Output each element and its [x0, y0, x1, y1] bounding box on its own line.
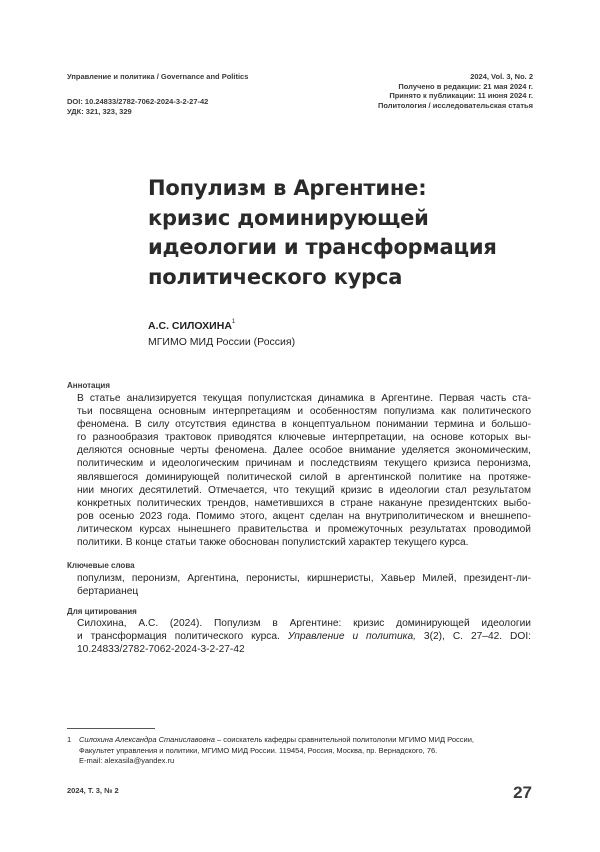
- footer-issue: 2024, Т. 3, № 2: [67, 786, 119, 795]
- udk: УДК: 321, 323, 329: [67, 106, 132, 116]
- abstract-line: конкретных политических трендов, наметившихся в стране накануне президентских выбо-: [77, 497, 531, 509]
- journal-name: Управление и политика / Governance and Politics: [67, 72, 249, 81]
- footnote-author: Силохина Александра Станиславовна: [79, 735, 215, 744]
- footnote-email[interactable]: E-mail: alexasila@yandex.ru: [79, 756, 175, 765]
- footnote-line: Факультет управления и политики, МГИМО МИД России. 119454, Россия, Москва, пр. Вернадского, 76.: [79, 745, 438, 755]
- keywords-text: [77, 572, 531, 598]
- abstract-line: ров осенью 2023 года. Помимо этого, акцент сделан на внутриполитическом и внешнепо-: [77, 510, 531, 522]
- citation-label: Для цитирования: [67, 607, 137, 616]
- title-line: Популизм в Аргентине:: [148, 176, 427, 200]
- footnote-position: – соискатель кафедры сравнительной политологии МГИМО МИД России,: [214, 735, 474, 744]
- abstract-text: [77, 392, 531, 549]
- keywords-line: бертарианец: [77, 586, 139, 598]
- title-line: политического курса: [148, 264, 403, 289]
- footnote-line: [79, 735, 537, 746]
- abstract-line: го разнообразия трактовок приводятся ключевые интерпретации, на основе которых вы-: [77, 432, 531, 444]
- keywords-line: популизм, перонизм, Аргентина, перонисты, киршнеристы, Хавьер Милей, президент-ли-: [77, 573, 531, 584]
- abstract-line: являвшегося доминирующей политической силой в аргентинской политике на протяже-: [77, 471, 531, 483]
- article-category: Политология / исследовательская статья: [377, 100, 533, 110]
- citation-line: Силохина, А.С. (2024). Популизм в Аргентине: кризис доминирующей идеологии: [77, 618, 531, 629]
- citation-title-part: и трансформация политического курса.: [77, 631, 288, 643]
- author-name: [148, 320, 295, 332]
- abstract-line: политики. В конце статьи также обоснован популистский характер текущего курса.: [77, 537, 469, 549]
- author-block: [148, 320, 295, 348]
- abstract-line: нии многих десятилетий. Отмечается, что текущий кризис в идеологии стал результатом: [77, 484, 531, 496]
- title-line: идеологии и трансформация: [148, 235, 497, 259]
- citation-line: [77, 630, 531, 643]
- keywords-label: Ключевые слова: [67, 561, 135, 570]
- abstract-line: тьи посвящена основным интерпретациям и особенностям популизма как политического: [77, 406, 531, 418]
- footnote-divider: [67, 728, 155, 729]
- author-affiliation: МГИМО МИД России (Россия): [148, 336, 296, 348]
- page-number: 27: [513, 783, 532, 802]
- title-line: кризис доминирующей: [148, 205, 429, 230]
- citation-volume-pages: 3(2), С. 27–42. DOI:: [415, 631, 531, 643]
- journal-header: [67, 72, 248, 82]
- citation-journal: Управление и политика,: [287, 631, 416, 643]
- abstract-line: политическим и идеологическим причинам и последствиям текущего кризиса перонизма,: [77, 458, 531, 470]
- article-identifiers: [67, 97, 208, 116]
- footnote-number: 1: [67, 735, 72, 744]
- accepted-date: Принято к публикации: 11 июня 2024 г.: [389, 91, 533, 101]
- abstract-line: В статье анализируется текущая популистская динамика в Аргентине. Первая часть ста-: [77, 393, 531, 404]
- article-title: [148, 174, 548, 292]
- doi: DOI: 10.24833/2782-7062-2024-3-2-27-42: [67, 97, 209, 106]
- author-name-text: А.С. СИЛОХИНА: [148, 320, 232, 332]
- abstract-line: феномена. В силу отсутствия единства в концептуальном понимании термина и большо-: [77, 419, 531, 431]
- footnote: [67, 735, 537, 767]
- citation-text: [77, 617, 531, 656]
- abstract-label: Аннотация: [67, 381, 110, 390]
- volume-issue: 2024, Vol. 3, No. 2: [470, 72, 533, 81]
- abstract-line: деляются основные черты феномена. Далее особое внимание уделяется экономическим,: [77, 445, 531, 457]
- footnote-text: [79, 735, 537, 767]
- citation-doi[interactable]: 10.24833/2782-7062-2024-3-2-27-42: [77, 644, 245, 656]
- author-footnote-marker[interactable]: 1: [231, 319, 236, 325]
- received-date: Получено в редакции: 21 мая 2024 г.: [398, 81, 533, 91]
- article-meta: [378, 72, 533, 110]
- abstract-line: литическом курсах нынешнего правительства и промежуточных результатах проводимой: [77, 523, 531, 535]
